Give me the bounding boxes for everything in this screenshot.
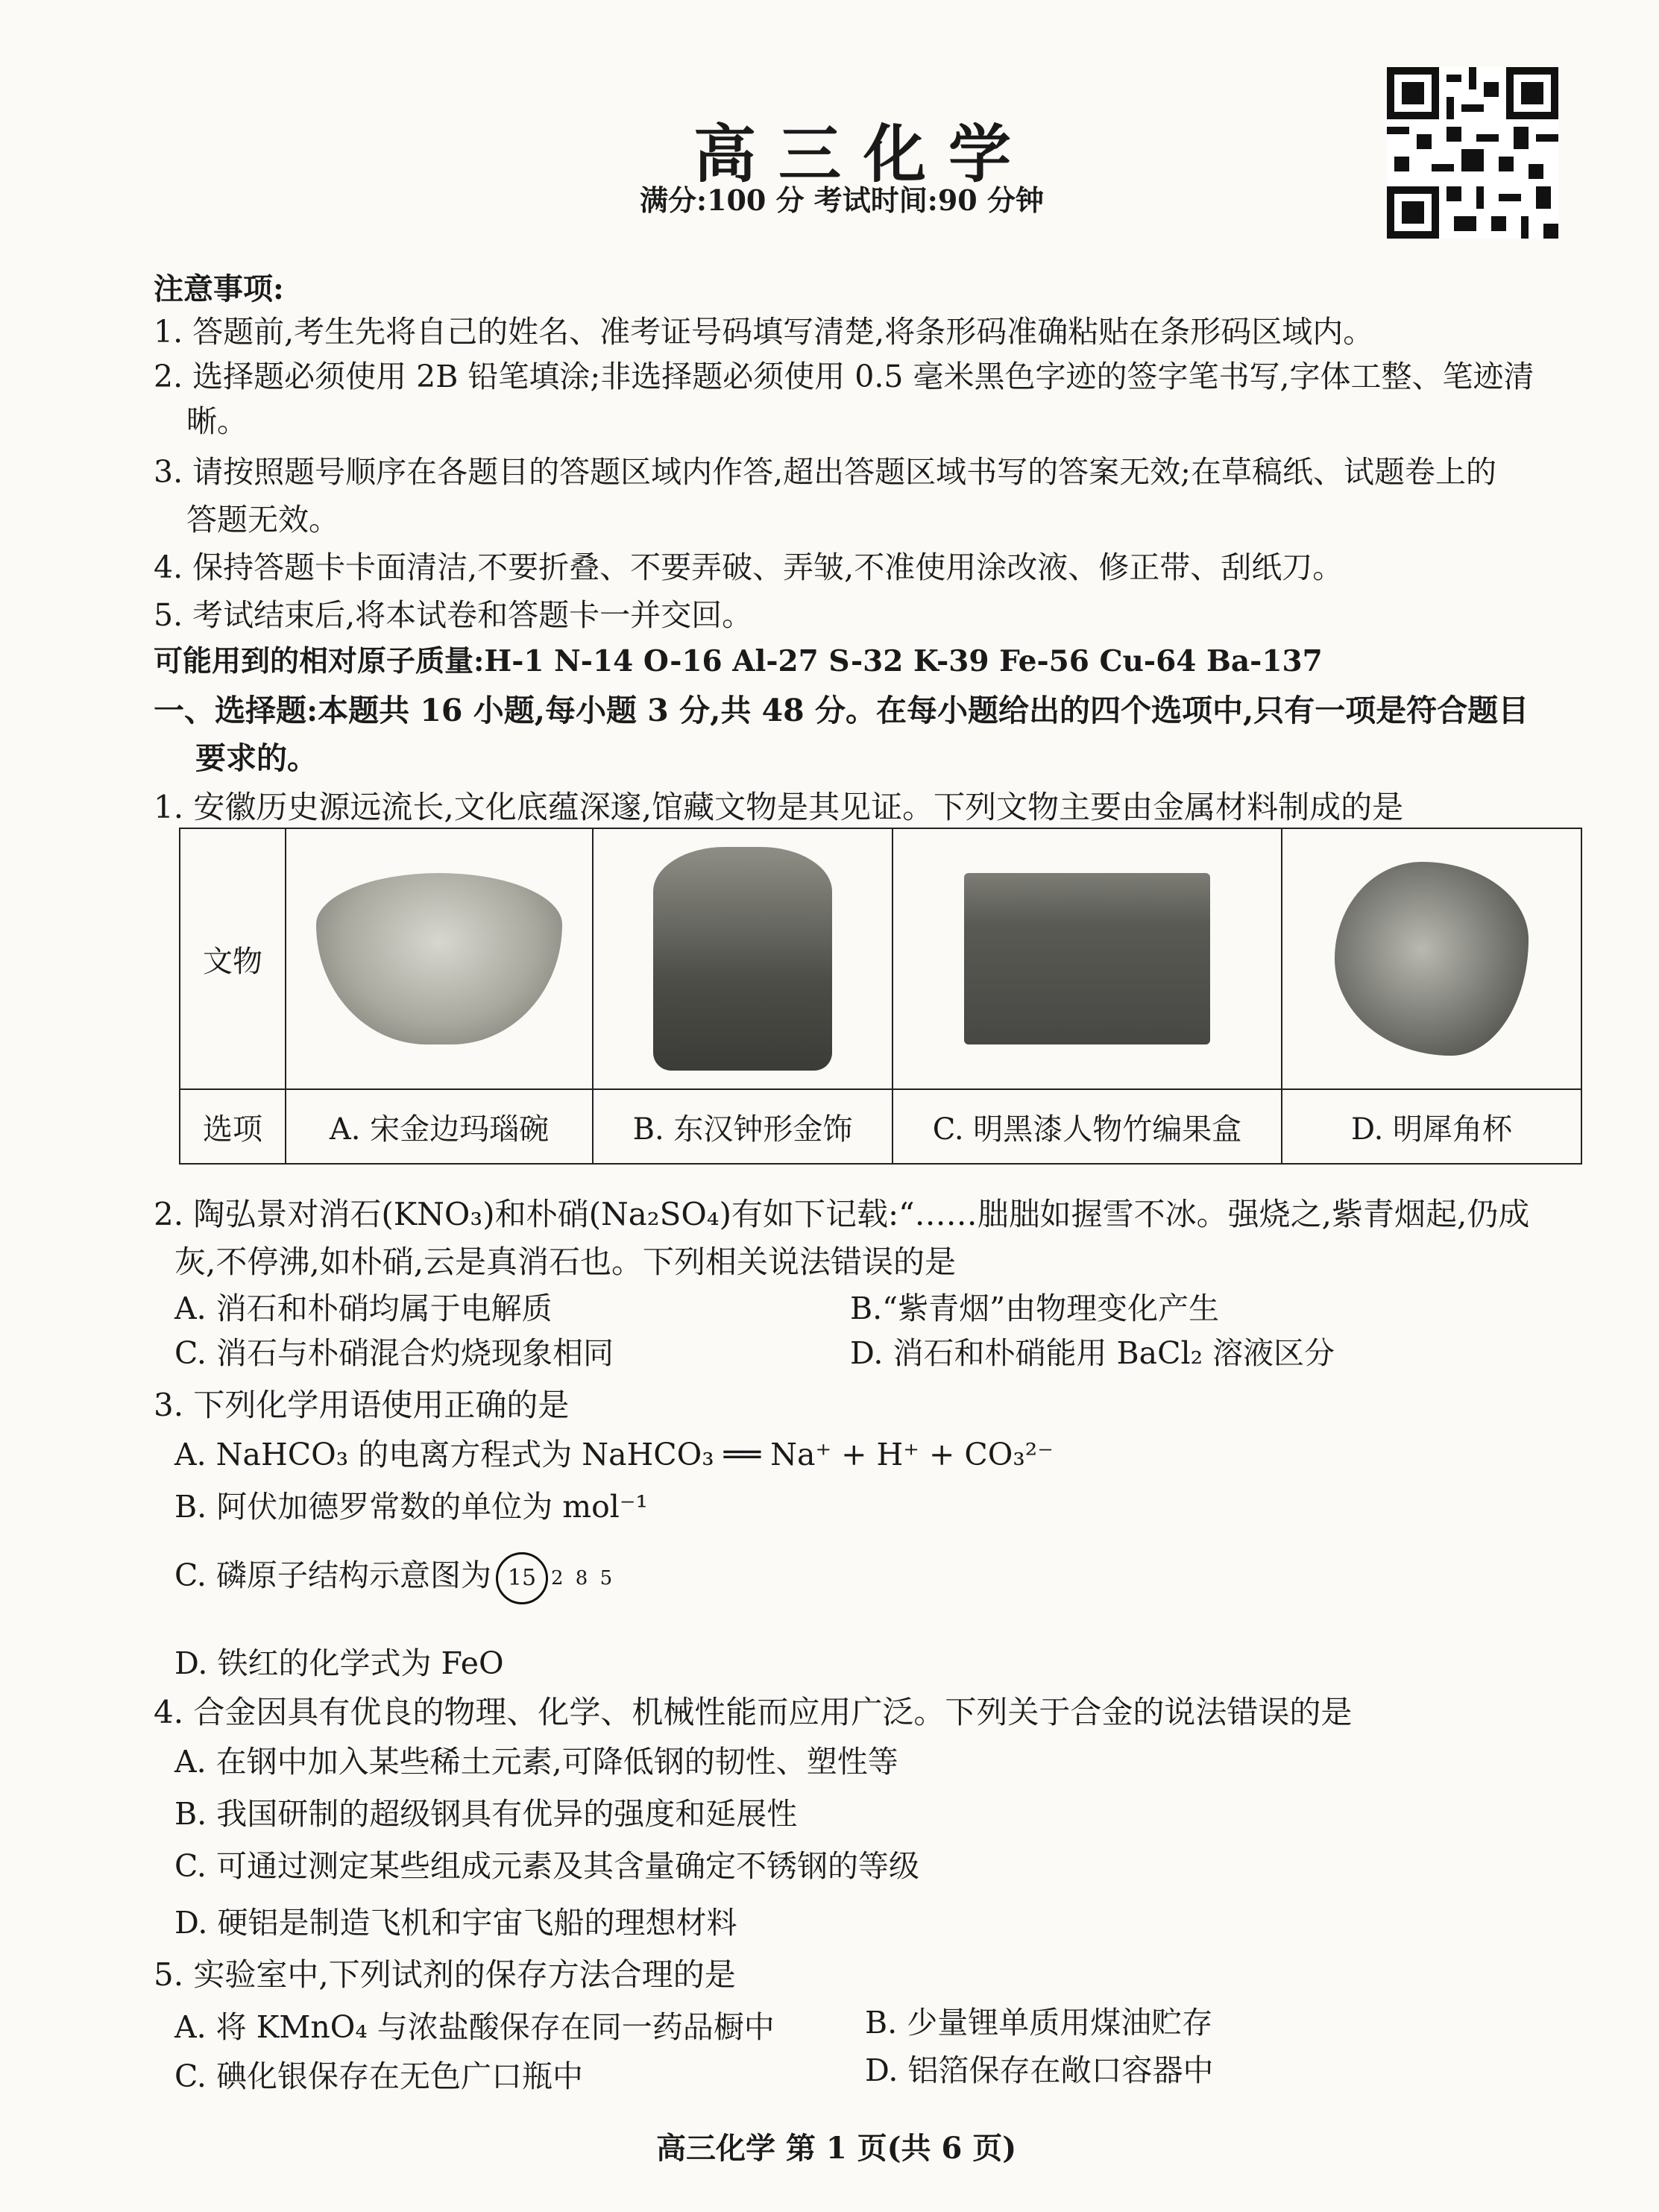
qr-code — [1387, 67, 1558, 239]
notice-item-2-cont: 晰。 — [186, 403, 248, 439]
relic-photo-agate-bowl — [316, 873, 562, 1044]
q2-option-b: B.“紫青烟”由物理变化产生 — [850, 1291, 1220, 1326]
q1-option-d: D. 明犀角杯 — [1282, 1089, 1581, 1164]
q2-stem-cont: 灰,不停沸,如朴硝,云是真消石也。下列相关说法错误的是 — [174, 1244, 957, 1280]
notice-item-2: 2. 选择题必须使用 2B 铅笔填涂;非选择题必须使用 0.5 毫米黑色字迹的签字笔书写,字体工整、笔迹清 — [154, 359, 1534, 394]
q1-stem: 1. 安徽历史源远流长,文化底蕴深邃,馆藏文物是其见证。下列文物主要由金属材料制成的是 — [154, 789, 1404, 825]
option-row-label: 选项 — [180, 1089, 286, 1164]
q4-option-d: D. 硬铝是制造飞机和宇宙飞船的理想材料 — [174, 1905, 737, 1941]
q1-option-c: C. 明黑漆人物竹编果盒 — [893, 1089, 1282, 1164]
q2-stem: 2. 陶弘景对消石(KNO₃)和朴硝(Na₂SO₄)有如下记载:“……朏朏如握雪不冰。强烧之,紫青烟起,仍成 — [154, 1196, 1530, 1232]
q4-stem: 4. 合金因具有优良的物理、化学、机械性能而应用广泛。下列关于合金的说法错误的是 — [154, 1694, 1353, 1730]
q3-option-b: B. 阿伏加德罗常数的单位为 mol⁻¹ — [174, 1489, 648, 1525]
q2-option-d: D. 消石和朴硝能用 BaCl₂ 溶液区分 — [850, 1335, 1335, 1371]
notice-item-5: 5. 考试结束后,将本试卷和答题卡一并交回。 — [154, 597, 753, 633]
q1-option-b: B. 东汉钟形金饰 — [593, 1089, 893, 1164]
q3-option-d: D. 铁红的化学式为 FeO — [174, 1645, 504, 1681]
atomic-masses: 可能用到的相对原子质量:H-1 N-14 O-16 Al-27 S-32 K-39 Fe-56 Cu-64 Ba-137 — [154, 644, 1323, 678]
q3-option-c — [174, 1551, 615, 1604]
q2-option-a: A. 消石和朴硝均属于电解质 — [174, 1291, 553, 1326]
notice-heading: 注意事项: — [154, 271, 284, 306]
relic-photo-bell-ornament — [653, 847, 832, 1071]
q1-option-a: A. 宋金边玛瑙碗 — [286, 1089, 593, 1164]
q5-option-c: C. 碘化银保存在无色广口瓶中 — [174, 2058, 583, 2094]
q4-option-a: A. 在钢中加入某些稀土元素,可降低钢的韧性、塑性等 — [174, 1744, 898, 1780]
section-heading-cont: 要求的。 — [195, 740, 318, 776]
q4-option-b: B. 我国研制的超级钢具有优异的强度和延展性 — [174, 1796, 798, 1832]
q4-option-c: C. 可通过测定某些组成元素及其含量确定不锈钢的等级 — [174, 1848, 919, 1884]
notice-item-1: 1. 答题前,考生先将自己的姓名、准考证号码填写清楚,将条形码准确粘贴在条形码区域内。 — [154, 314, 1374, 350]
exam-info: 满分:100 分 考试时间:90 分钟 — [640, 183, 1044, 217]
q5-option-d: D. 铝箔保存在敞口容器中 — [865, 2052, 1214, 2088]
notice-item-4: 4. 保持答题卡卡面清洁,不要折叠、不要弄破、弄皱,不准使用涂改液、修正带、刮纸刀。 — [154, 549, 1344, 585]
q3-option-c-text: C. 磷原子结构示意图为 — [174, 1557, 491, 1593]
phosphorus-nucleus: 15 — [496, 1552, 548, 1604]
q3-option-a: A. NaHCO₃ 的电离方程式为 NaHCO₃ ══ Na⁺ + H⁺ + CO₃²⁻ — [174, 1437, 1054, 1472]
relic-photo-horn-cup — [1335, 862, 1529, 1056]
q5-option-a: A. 将 KMnO₄ 与浓盐酸保存在同一药品橱中 — [174, 2009, 775, 2045]
relics-table — [179, 828, 1582, 1165]
page-title: 高三化学 — [693, 117, 1034, 191]
phosphorus-shells: 2 8 5 — [550, 1566, 616, 1589]
notice-item-3-cont: 答题无效。 — [186, 502, 339, 538]
q5-stem: 5. 实验室中,下列试剂的保存方法合理的是 — [154, 1956, 736, 1993]
q2-option-c: C. 消石与朴硝混合灼烧现象相同 — [174, 1335, 614, 1371]
q5-option-b: B. 少量锂单质用煤油贮存 — [865, 2005, 1213, 2041]
notice-item-3: 3. 请按照题号顺序在各题目的答题区域内作答,超出答题区域书写的答案无效;在草稿纸、试题卷上的 — [154, 454, 1496, 490]
section-heading: 一、选择题:本题共 16 小题,每小题 3 分,共 48 分。在每小题给出的四个选项中,只有一项是符合题目 — [154, 693, 1529, 728]
page-footer: 高三化学 第 1 页(共 6 页) — [656, 2131, 1017, 2166]
relic-row-label: 文物 — [180, 828, 286, 1089]
relic-photo-lacquer-box — [964, 873, 1210, 1044]
q3-stem: 3. 下列化学用语使用正确的是 — [154, 1387, 570, 1423]
